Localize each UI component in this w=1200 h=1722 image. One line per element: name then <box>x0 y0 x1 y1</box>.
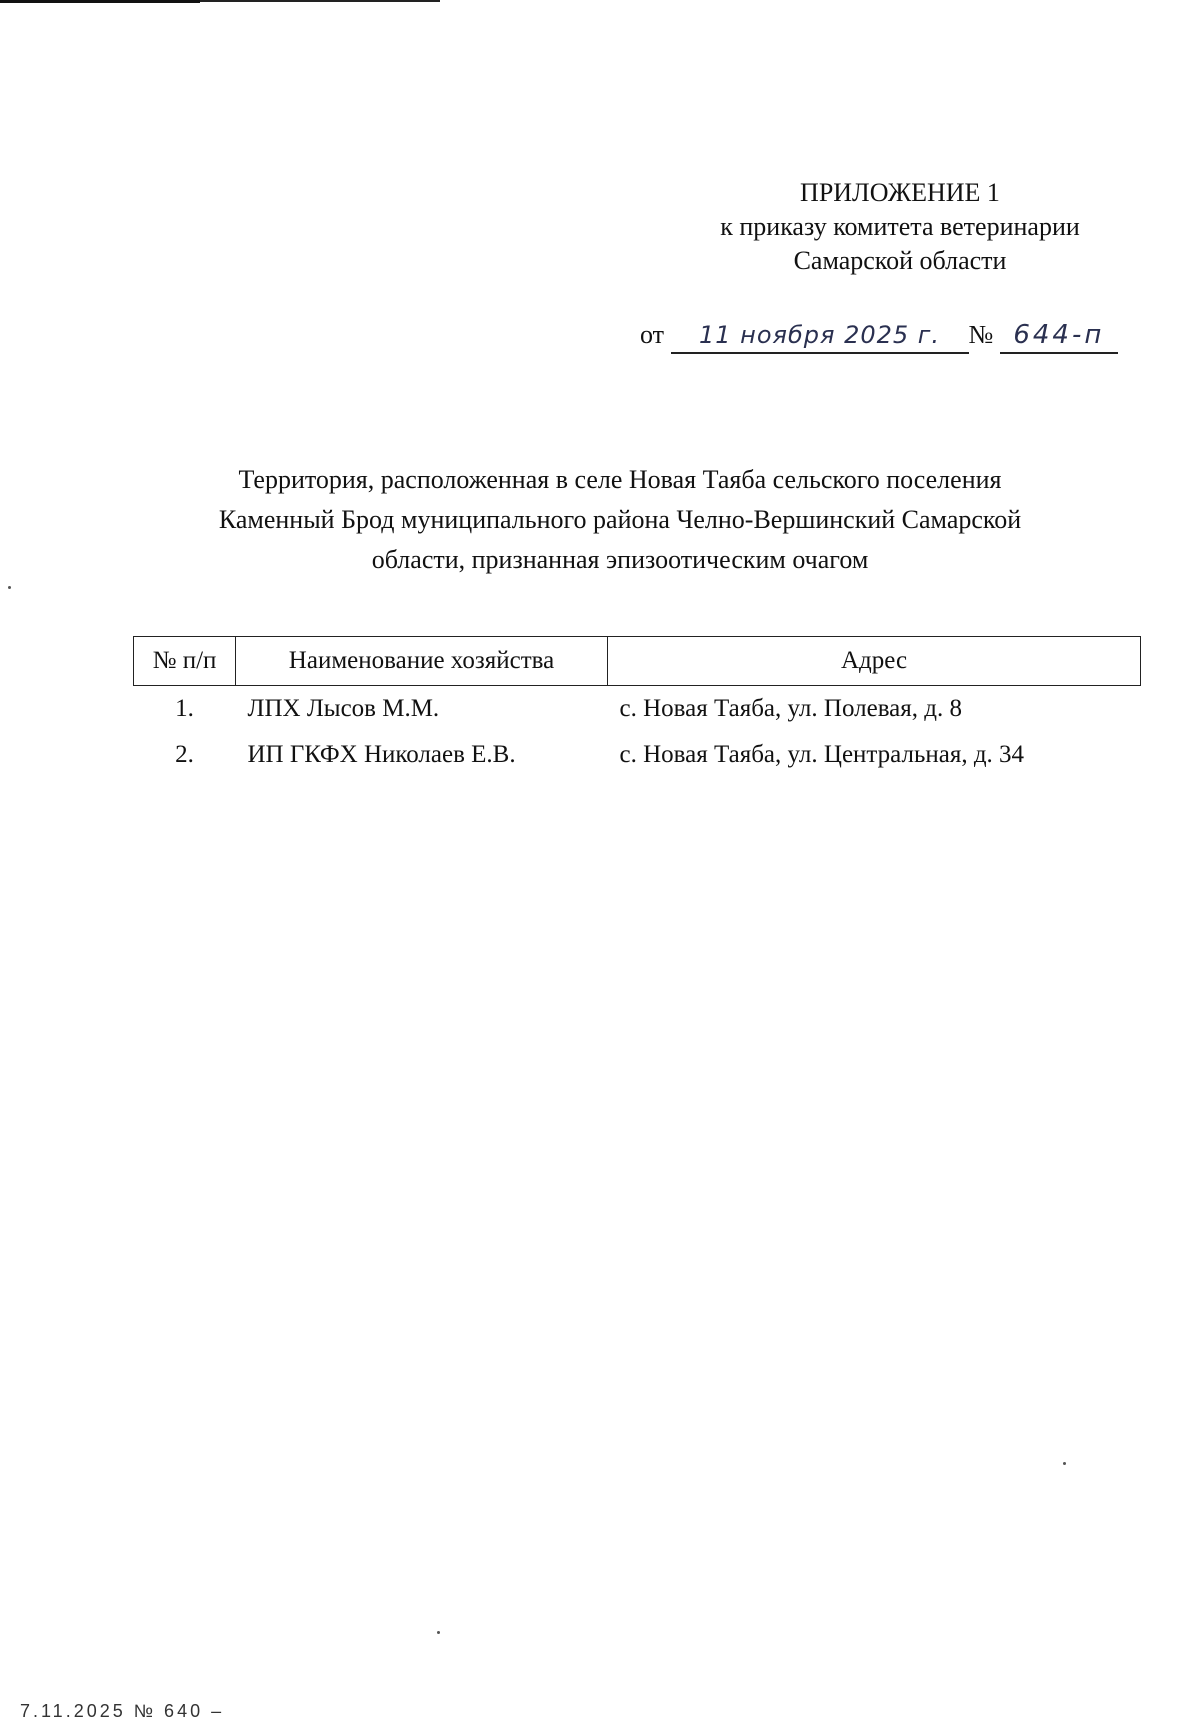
top-scan-rule-thick <box>0 0 200 3</box>
row-farm-name: ЛПХ Лысов М.М. <box>247 695 440 722</box>
appendix-block <box>640 176 1160 278</box>
order-date-number <box>640 318 1160 354</box>
row-number: 2. <box>175 741 194 768</box>
header-address: Адрес <box>608 637 1141 686</box>
title-line-2: Каменный Брод муниципального района Челно-Вершинский Самарской <box>218 505 1022 534</box>
table-row <box>134 732 1141 778</box>
title-line-3: области, признанная эпизоотическим очагом <box>371 545 869 574</box>
table-header-row <box>134 637 1141 686</box>
appendix-reference: к приказу комитета ветеринарии <box>720 212 1080 241</box>
farms-table <box>133 636 1141 778</box>
scan-speck <box>8 586 11 589</box>
header-farm-name: Наименование хозяйства <box>236 637 608 686</box>
from-label: от <box>640 320 665 349</box>
header-number: № п/п <box>134 637 236 686</box>
appendix-region: Самарской области <box>793 246 1007 275</box>
row-farm-name: ИП ГКФХ Николаев Е.В. <box>247 741 516 768</box>
row-address: с. Новая Таяба, ул. Центральная, д. 34 <box>619 741 1025 768</box>
footer-stamp: 7.11.2025 № 640 – <box>20 1701 225 1721</box>
scan-speck <box>1063 1462 1066 1465</box>
row-address: с. Новая Таяба, ул. Полевая, д. 8 <box>619 695 962 722</box>
title-line-1: Территория, расположенная в селе Новая Таяба сельского поселения <box>238 465 1002 494</box>
handwritten-number: 644-п <box>1000 318 1118 354</box>
table-row <box>134 686 1141 733</box>
handwritten-date: 11 ноября 2025 г. <box>671 318 969 354</box>
row-number: 1. <box>175 695 194 722</box>
number-label: № <box>968 320 994 349</box>
document-title <box>160 460 1080 580</box>
appendix-heading: ПРИЛОЖЕНИЕ 1 <box>800 178 1000 207</box>
scan-speck <box>437 1631 440 1634</box>
